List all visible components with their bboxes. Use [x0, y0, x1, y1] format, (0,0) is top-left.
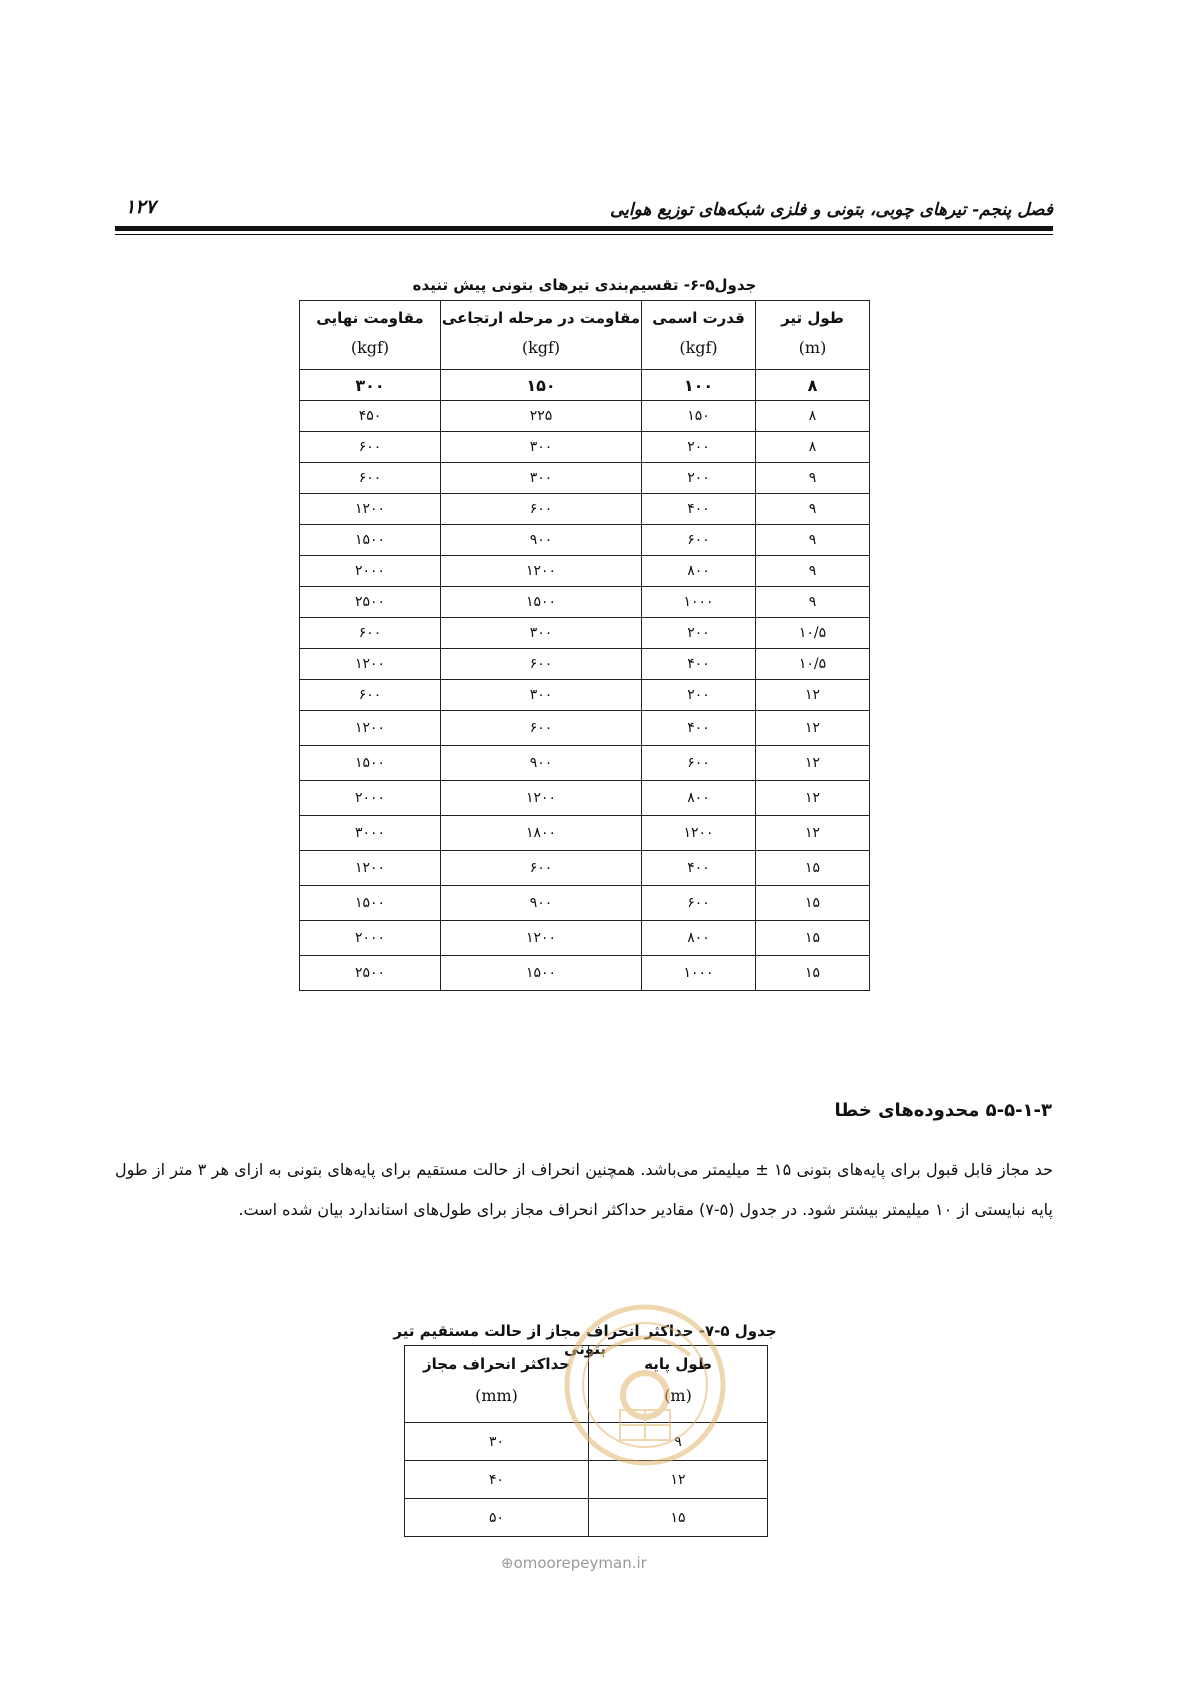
- table-cell: ۹۰۰: [441, 886, 642, 921]
- table-cell: ۴۰۰: [642, 649, 756, 680]
- table-cell: ۲۵۰۰: [300, 587, 441, 618]
- table-cell: ۱۲۰۰: [642, 816, 756, 851]
- chapter-title: فصل پنجم- تیرهای چوبی، بتونی و فلزی شبکه‌های توزیع هوایی: [610, 200, 1053, 220]
- table2-caption: جدول ۵-۷- حداکثر انحراف مجاز از حالت مستقیم تیر بتونی: [393, 1322, 777, 1358]
- table-cell: ۶۰۰: [300, 680, 441, 711]
- table-cell: ۱۲۰۰: [300, 711, 441, 746]
- table-cell: ۶۰۰: [300, 432, 441, 463]
- table-row: [300, 680, 870, 711]
- body-paragraph: حد مجاز قابل قبول برای پایه‌های بتونی ۱۵ ± میلیمتر می‌باشد. همچنین انحراف از حالت مستقیم برای پایه‌های بتونی به ازای هر ۳ متر از طول پایه نبایستی از ۱۰ میلیمتر بیشتر شود. در جدول (۵-۷) مقادیر حداکثر انحراف مجاز برای طول‌های استاندارد بیان شده است.: [115, 1160, 1054, 1219]
- table-cell: ۶۰۰: [300, 463, 441, 494]
- table-cell: ۶۰۰: [441, 494, 642, 525]
- table-row: [300, 816, 870, 851]
- table-row: [300, 463, 870, 494]
- table-cell: ۱۰/۵: [756, 649, 870, 680]
- globe-icon: ⊕: [501, 1554, 514, 1572]
- table-row: [300, 851, 870, 886]
- table-cell: ۱۲: [756, 711, 870, 746]
- section-title: ۵-۵-۱-۳ محدوده‌های خطا: [834, 1100, 1052, 1121]
- table-header-row: [300, 301, 870, 370]
- table-cell: ۳۰۰: [441, 618, 642, 649]
- header-rule-thin: [115, 234, 1053, 235]
- table-cell: ۴۰۰: [642, 711, 756, 746]
- table-cell: ۱۵۰: [642, 401, 756, 432]
- table-cell: ۹: [756, 525, 870, 556]
- table-row: [300, 781, 870, 816]
- table-cell: ۲۵۰۰: [300, 956, 441, 991]
- table-cell: ۴۵۰: [300, 401, 441, 432]
- table-cell: ۱۵: [756, 956, 870, 991]
- table-cell: ۹۰۰: [441, 525, 642, 556]
- table-cell: ۲۰۰: [642, 618, 756, 649]
- table-cell: ۱۰۰۰: [642, 587, 756, 618]
- table-cell: ۱۲: [756, 781, 870, 816]
- table-cell: ۸: [756, 432, 870, 463]
- table-cell: ۳۰: [405, 1423, 589, 1461]
- table-row: [300, 432, 870, 463]
- table-cell: ۲۰۰: [642, 432, 756, 463]
- table-row: [300, 711, 870, 746]
- table-cell: ۸: [756, 401, 870, 432]
- table-cell: ۸۰۰: [642, 556, 756, 587]
- col-header: مقاومت نهایی (kgf): [300, 301, 441, 370]
- table-cell: ۳۰۰: [300, 370, 441, 401]
- table-cell: ۵۰: [405, 1499, 589, 1537]
- table-row: [300, 401, 870, 432]
- table-row: [300, 618, 870, 649]
- table-row: [300, 886, 870, 921]
- col-header: طول پایه (m): [589, 1346, 768, 1423]
- table-cell: ۱۵: [756, 851, 870, 886]
- table-cell: ۶۰۰: [642, 746, 756, 781]
- table-cell: ۶۰۰: [441, 851, 642, 886]
- table-cell: ۱۲: [589, 1461, 768, 1499]
- table-cell: ۱۲۰۰: [300, 851, 441, 886]
- header-rule-thick: [115, 226, 1053, 231]
- table-cell: ۱۵۰۰: [300, 525, 441, 556]
- table-cell: ۶۰۰: [441, 711, 642, 746]
- table-cell: ۱۰/۵: [756, 618, 870, 649]
- table-cell: ۸: [756, 370, 870, 401]
- table-cell: ۹۰۰: [441, 746, 642, 781]
- table-cell: ۱۸۰۰: [441, 816, 642, 851]
- table-cell: ۱۵۰۰: [441, 587, 642, 618]
- table-cell: ۹: [756, 556, 870, 587]
- watermark-seal-icon: [560, 1300, 730, 1470]
- table-row: [300, 587, 870, 618]
- table-cell: ۱۵۰۰: [300, 886, 441, 921]
- table-cell: ۱۰۰: [642, 370, 756, 401]
- table-cell: ۴۰: [405, 1461, 589, 1499]
- table-cell: ۱۵۰: [441, 370, 642, 401]
- table-row: [300, 649, 870, 680]
- table-cell: ۶۰۰: [642, 886, 756, 921]
- table-cell: ۸۰۰: [642, 921, 756, 956]
- table-cell: ۱۲: [756, 680, 870, 711]
- table-row: [300, 921, 870, 956]
- table-cell: ۱۲۰۰: [300, 649, 441, 680]
- table-cell: ۱۵۰۰: [441, 956, 642, 991]
- table-cell: ۶۰۰: [300, 618, 441, 649]
- table-cell: ۳۰۰: [441, 432, 642, 463]
- table-cell: ۹: [756, 494, 870, 525]
- col-header: قدرت اسمی (kgf): [642, 301, 756, 370]
- table-cell: ۹: [756, 587, 870, 618]
- table-cell: ۲۰۰: [642, 680, 756, 711]
- table-cell: ۱۰۰۰: [642, 956, 756, 991]
- table-cell: ۲۲۵: [441, 401, 642, 432]
- table-cell: ۱۲: [756, 816, 870, 851]
- table-cell: ۴۰۰: [642, 851, 756, 886]
- table-cell: ۲۰۰: [642, 463, 756, 494]
- table-cell: ۲۰۰۰: [300, 556, 441, 587]
- table-cell: ۳۰۰: [441, 463, 642, 494]
- table-cell: ۱۵۰۰: [300, 746, 441, 781]
- table1-caption: جدول۵-۶- تقسیم‌بندی تیرهای بتونی پیش تنیده: [412, 276, 757, 294]
- table-row: [300, 956, 870, 991]
- table-cell: ۸۰۰: [642, 781, 756, 816]
- table-row: [300, 525, 870, 556]
- table-cell: ۱۵: [589, 1499, 768, 1537]
- table-cell: ۱۲۰۰: [441, 556, 642, 587]
- col-header: طول تیر (m): [756, 301, 870, 370]
- prestressed-pole-table: [299, 300, 870, 991]
- table-row: [300, 494, 870, 525]
- table-cell: ۲۰۰۰: [300, 921, 441, 956]
- table-cell: ۳۰۰۰: [300, 816, 441, 851]
- table-cell: ۱۲۰۰: [441, 781, 642, 816]
- table-row: [300, 556, 870, 587]
- page-number: ۱۲۷: [125, 196, 156, 218]
- col-header: مقاومت در مرحله ارتجاعی (kgf): [441, 301, 642, 370]
- table-row: [300, 746, 870, 781]
- table-cell: ۱۵: [756, 886, 870, 921]
- table-cell: ۳۰۰: [441, 680, 642, 711]
- table-cell: ۱۵: [756, 921, 870, 956]
- table-row: [405, 1499, 768, 1537]
- table-cell: ۲۰۰۰: [300, 781, 441, 816]
- table-cell: ۴۰۰: [642, 494, 756, 525]
- table-cell: ۱۲: [756, 746, 870, 781]
- table-cell: ۶۰۰: [441, 649, 642, 680]
- table-cell: ۹: [756, 463, 870, 494]
- table-row: [300, 370, 870, 401]
- watermark-credit: ⊕omoorepeyman.ir: [501, 1554, 647, 1572]
- table-cell: ۱۲۰۰: [300, 494, 441, 525]
- table-cell: ۱۲۰۰: [441, 921, 642, 956]
- table-cell: ۶۰۰: [642, 525, 756, 556]
- col-header: حداکثر انحراف مجاز (mm): [405, 1346, 589, 1423]
- table-cell: ۹: [589, 1423, 768, 1461]
